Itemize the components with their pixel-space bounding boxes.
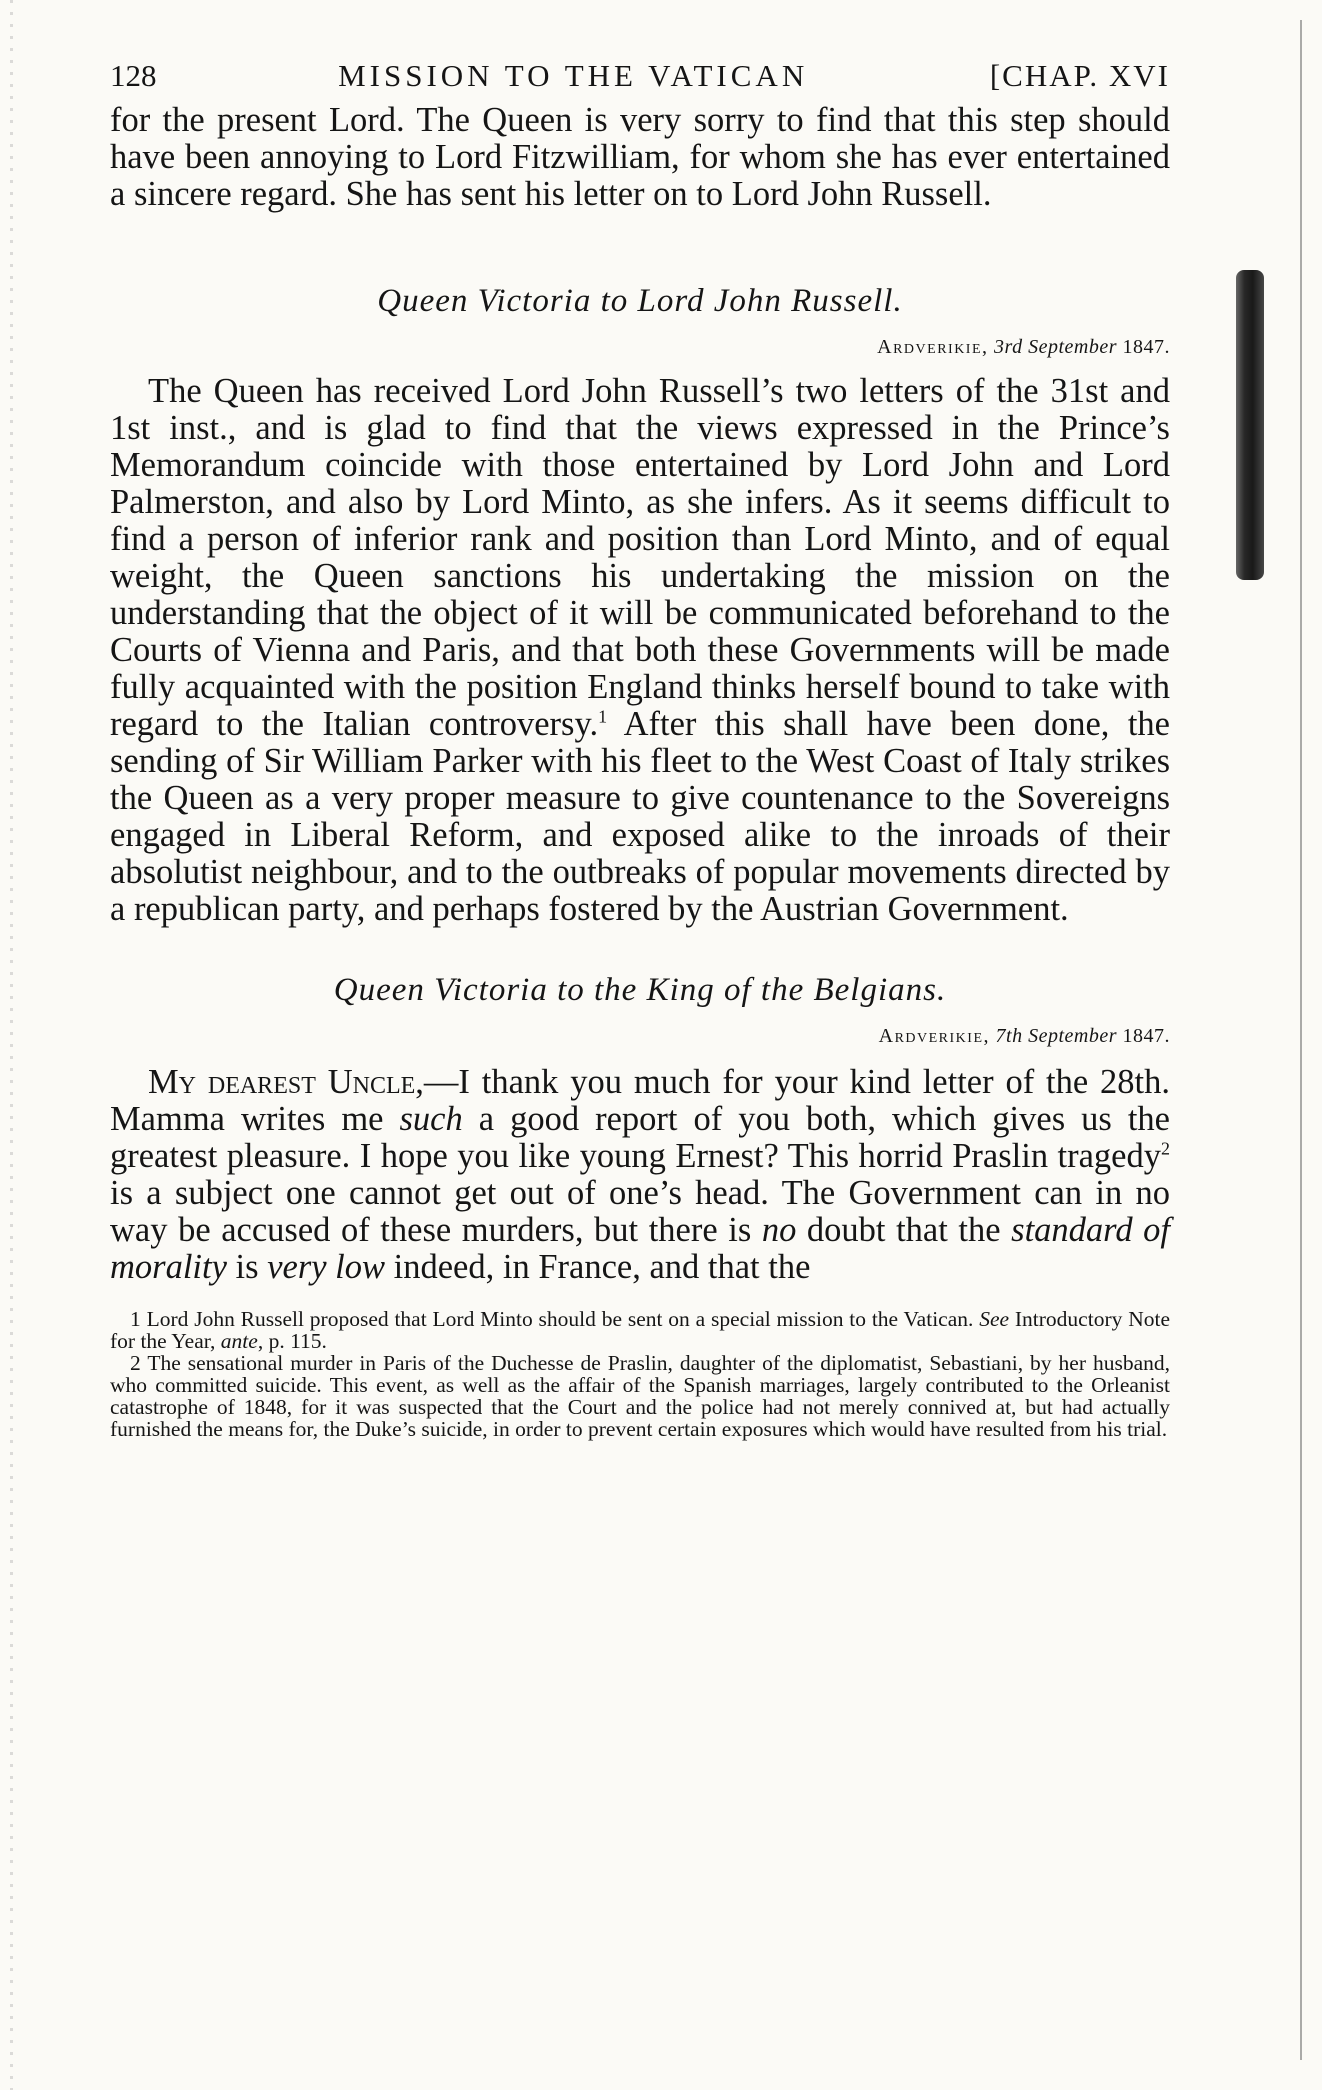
running-head xyxy=(110,58,1170,94)
chapter-label: [CHAP. XVI xyxy=(989,58,1170,93)
letter2-text-e: is xyxy=(226,1248,268,1286)
page-edge-right xyxy=(1300,20,1302,2060)
footnote-1-text-a: Lord John Russell proposed that Lord Minto should be sent on a special mission to the Vatican. xyxy=(140,1307,980,1331)
letter2-em-low: very low xyxy=(267,1248,386,1286)
letter2-text-b: a good report of you both, which gives us the greatest pleasure. I hope you like young Ernest? This horrid Praslin tragedy xyxy=(110,1100,1170,1175)
footnote-1-see: See xyxy=(979,1307,1010,1331)
footnote-1-text-b: Introductory Note for the Year, xyxy=(110,1307,1170,1353)
letter1-body xyxy=(110,373,1170,928)
letter2-text-f: indeed, in France, and that the xyxy=(385,1248,811,1286)
letter1-place: Ardverikie, xyxy=(877,336,989,358)
footnote-ref-2[interactable]: 2 xyxy=(1161,1138,1170,1159)
letter2-year: 1847. xyxy=(1122,1025,1170,1047)
letter2-text-d: doubt that the xyxy=(796,1211,1012,1249)
footnote-1-ante: ante xyxy=(220,1329,258,1353)
page-number: 128 xyxy=(110,58,157,93)
letter2-heading: Queen Victoria to the King of the Belgians. xyxy=(333,972,947,1008)
letter2-text-a: —I thank you much for your kind letter of the 28th. Mamma writes me xyxy=(110,1063,1170,1138)
letter2-salutation: My dearest Uncle, xyxy=(148,1063,424,1101)
footnote-2-number: 2 xyxy=(130,1351,141,1375)
letter2-date: 7th September xyxy=(995,1025,1117,1047)
letter1-body-part1: The Queen has received Lord John Russell’s two letters of the 31st and 1st inst., and is glad to find that the views expressed in the Prince’s Memorandum coincide with those entertained by Lord John and Lord Palmerston, and also by Lord Minto, as she infers. As it seems difficult to find a person of inferior rank and position than Lord Minto, and of equal weight, the Queen sanctions his undertaking the mission on the understanding that the object of it will be communicated beforehand to the Courts of Vienna and Paris, and that both these Governments will be made fully acquainted with the position England thinks herself bound to take with regard to the Italian controversy. xyxy=(110,372,1170,743)
footnote-2-text: The sensational murder in Paris of the Duchesse de Praslin, daughter of the diplomatist, Sebastiani, by her husband, who committed suicide. This event, as well as the affair of the Spanish marriages, largely contributed to the Orleanist catastrophe of 1848, for it was suspected that the Court and the police had not merely connived at, but had actually furnished the means for, the Duke’s suicide, in order to prevent certain exposures which would have resulted from his trial. xyxy=(110,1351,1170,1441)
letter1-year: 1847. xyxy=(1122,336,1170,358)
letter2-em-such: such xyxy=(399,1100,463,1138)
letter2-em-standard: standard of morality xyxy=(110,1211,1170,1286)
footnotes xyxy=(110,1308,1170,1440)
continuation-paragraph: for the present Lord. The Queen is very sorry to find that this step should have been annoying to Lord Fitzwilliam, for whom she has ever entertained a sincere regard. She has sent his letter on to Lord John Russell. xyxy=(110,101,1170,213)
letter1-heading: Queen Victoria to Lord John Russell. xyxy=(377,283,903,319)
letter2-place: Ardverikie, xyxy=(878,1025,991,1047)
footnote-1-number: 1 xyxy=(130,1307,141,1331)
letter1-dateline xyxy=(110,336,1170,359)
running-title: MISSION TO THE VATICAN xyxy=(338,58,809,93)
footnote-1-text-c: , p. 115. xyxy=(257,1329,327,1353)
letter2-body xyxy=(110,1064,1170,1286)
letter2-text-c: is a subject one cannot get out of one’s head. The Government can in no way be accused of these murders, but there is xyxy=(110,1174,1170,1249)
letter1-date: 3rd September xyxy=(994,336,1117,358)
footnote-1 xyxy=(110,1308,1170,1352)
footnote-ref-1[interactable]: 1 xyxy=(598,706,608,727)
binding-shadow xyxy=(1236,270,1264,580)
book-page xyxy=(110,58,1170,1440)
footnote-2 xyxy=(110,1352,1170,1440)
letter2-em-no: no xyxy=(761,1211,797,1249)
page-edge-left xyxy=(10,0,13,2090)
letter2-dateline xyxy=(110,1025,1170,1048)
letter1-body-part2: After this shall have been done, the sending of Sir William Parker with his fleet to the West Coast of Italy strikes the Queen as a very proper measure to give countenance to the Sovereigns engaged in Liberal Reform, and exposed alike to the inroads of their absolutist neighbour, and to the outbreaks of popular movements directed by a republican party, and perhaps fostered by the Austrian Government. xyxy=(110,705,1170,928)
